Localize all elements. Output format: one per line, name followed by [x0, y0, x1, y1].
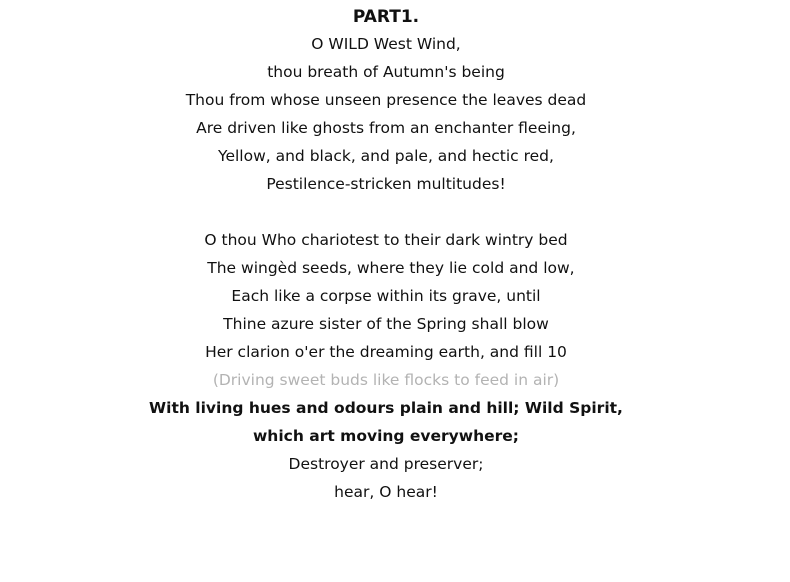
poem-line: Thou from whose unseen presence the leaves dead	[185, 91, 587, 109]
stanza-break	[0, 198, 772, 226]
poem-line: Destroyer and preserver;	[288, 455, 484, 473]
poem-line-bold: With living hues and odours plain and hill; Wild Spirit,	[149, 399, 623, 417]
poem-line: Pestilence-stricken multitudes!	[266, 175, 506, 193]
poem-line-bold: which art moving everywhere;	[252, 427, 520, 445]
poem-line: Are driven like ghosts from an enchanter fleeing,	[196, 119, 576, 137]
poem-line: The wingèd seeds, where they lie cold and low,	[197, 259, 575, 277]
poem-line: Her clarion o'er the dreaming earth, and fill 10	[205, 343, 567, 361]
poem-line: Thine azure sister of the Spring shall blow	[223, 315, 549, 333]
poem-line: O WILD West Wind,	[311, 35, 461, 53]
poem-line: Yellow, and black, and pale, and hectic red,	[218, 147, 554, 165]
poem-line: hear, O hear!	[334, 483, 438, 501]
poem-line: O thou Who chariotest to their dark wintry bed	[204, 231, 568, 249]
poem-line: Each like a corpse within its grave, until	[231, 287, 541, 305]
poem-title: PART1.	[352, 7, 420, 27]
poem-line-muted: (Driving sweet buds like flocks to feed in air)	[212, 371, 560, 389]
poem	[0, 4, 772, 506]
poem-line: thou breath of Autumn's being	[267, 63, 505, 81]
